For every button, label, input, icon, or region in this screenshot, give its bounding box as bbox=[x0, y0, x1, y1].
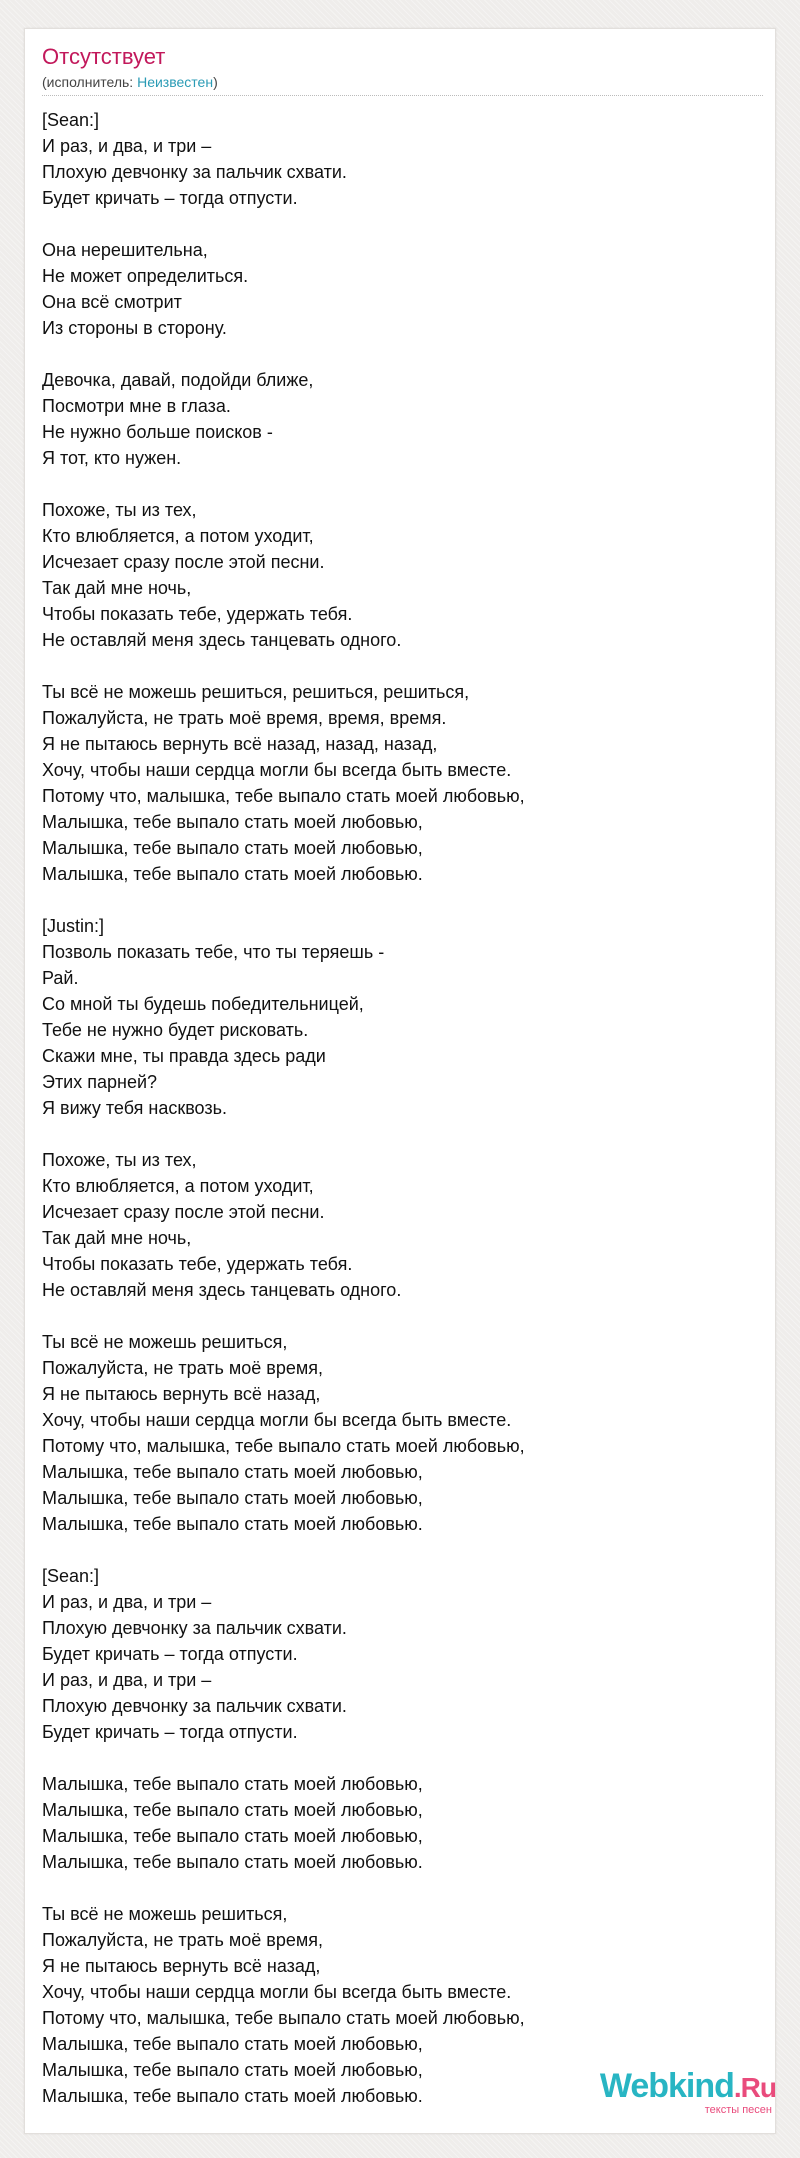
logo-suffix: .Ru bbox=[733, 2072, 776, 2103]
lyric-line: [Sean:] bbox=[42, 110, 100, 130]
lyric-line: Похоже, ты из тех, bbox=[42, 1150, 197, 1170]
lyric-line: И раз, и два, и три – bbox=[42, 1670, 212, 1690]
artist-line bbox=[42, 73, 218, 91]
lyric-line: Так дай мне ночь, bbox=[42, 1228, 192, 1248]
artist-link[interactable]: Неизвестен bbox=[137, 74, 214, 90]
lyric-line: Плохую девчонку за пальчик схвати. bbox=[42, 1696, 347, 1716]
lyric-line: Малышка, тебе выпало стать моей любовью. bbox=[42, 2086, 423, 2106]
lyrics-stanza bbox=[42, 1563, 742, 1745]
lyric-line: Пожалуйста, не трать моё время, bbox=[42, 1358, 323, 1378]
lyrics-stanza bbox=[42, 913, 742, 1121]
lyric-line: Скажи мне, ты правда здесь ради bbox=[42, 1046, 326, 1066]
lyric-line: Из стороны в сторону. bbox=[42, 318, 227, 338]
lyrics-stanza bbox=[42, 1329, 742, 1537]
lyrics-stanza bbox=[42, 237, 742, 341]
lyric-line: Пожалуйста, не трать моё время, bbox=[42, 1930, 323, 1950]
lyric-line: Малышка, тебе выпало стать моей любовью, bbox=[42, 838, 423, 858]
lyric-line: Будет кричать – тогда отпусти. bbox=[42, 188, 298, 208]
song-title: Отсутствует bbox=[42, 44, 166, 69]
lyric-line: Я не пытаюсь вернуть всё назад, bbox=[42, 1384, 321, 1404]
lyric-line: Рай. bbox=[42, 968, 79, 988]
lyrics-stanza bbox=[42, 497, 742, 653]
lyric-line: Она всё смотрит bbox=[42, 292, 182, 312]
lyric-line: Посмотри мне в глаза. bbox=[42, 396, 231, 416]
lyric-line: Ты всё не можешь решиться, решиться, решиться, bbox=[42, 682, 470, 702]
lyric-line: И раз, и два, и три – bbox=[42, 1592, 212, 1612]
lyric-line: Малышка, тебе выпало стать моей любовью, bbox=[42, 1800, 423, 1820]
lyric-line: Не нужно больше поисков - bbox=[42, 422, 273, 442]
lyrics-stanza bbox=[42, 679, 742, 887]
lyric-line: Хочу, чтобы наши сердца могли бы всегда быть вместе. bbox=[42, 1410, 512, 1430]
lyric-line: Малышка, тебе выпало стать моей любовью, bbox=[42, 1774, 423, 1794]
lyric-line: Она нерешительна, bbox=[42, 240, 208, 260]
lyric-line: Потому что, малышка, тебе выпало стать моей любовью, bbox=[42, 2008, 525, 2028]
lyric-line: Я не пытаюсь вернуть всё назад, bbox=[42, 1956, 321, 1976]
lyric-line: Я тот, кто нужен. bbox=[42, 448, 182, 468]
lyric-line: Тебе не нужно будет рисковать. bbox=[42, 1020, 309, 1040]
lyric-line: Малышка, тебе выпало стать моей любовью. bbox=[42, 864, 423, 884]
lyric-line: Малышка, тебе выпало стать моей любовью, bbox=[42, 2060, 423, 2080]
lyrics-stanza bbox=[42, 367, 742, 471]
lyric-line: Исчезает сразу после этой песни. bbox=[42, 552, 325, 572]
lyric-line: Плохую девчонку за пальчик схвати. bbox=[42, 162, 347, 182]
lyrics-body bbox=[42, 107, 742, 2135]
lyric-line: Малышка, тебе выпало стать моей любовью. bbox=[42, 1514, 423, 1534]
lyric-line: Малышка, тебе выпало стать моей любовью. bbox=[42, 1852, 423, 1872]
lyric-line: Ты всё не можешь решиться, bbox=[42, 1904, 288, 1924]
lyric-line: Девочка, давай, подойди ближе, bbox=[42, 370, 314, 390]
lyric-line: Я не пытаюсь вернуть всё назад, назад, назад, bbox=[42, 734, 438, 754]
lyric-line: Плохую девчонку за пальчик схвати. bbox=[42, 1618, 347, 1638]
lyric-line: Малышка, тебе выпало стать моей любовью, bbox=[42, 2034, 423, 2054]
lyric-line: Не может определиться. bbox=[42, 266, 249, 286]
lyrics-stanza bbox=[42, 1771, 742, 1875]
lyric-line: Исчезает сразу после этой песни. bbox=[42, 1202, 325, 1222]
lyric-line: Малышка, тебе выпало стать моей любовью, bbox=[42, 1826, 423, 1846]
lyric-line: Потому что, малышка, тебе выпало стать моей любовью, bbox=[42, 1436, 525, 1456]
divider bbox=[42, 95, 763, 96]
lyric-line: Кто влюбляется, а потом уходит, bbox=[42, 526, 314, 546]
lyric-line: [Justin:] bbox=[42, 916, 105, 936]
artist-prefix: (исполнитель: bbox=[42, 74, 138, 90]
logo-tagline: тексты песен bbox=[704, 2104, 772, 2116]
logo-main-text: Webkind bbox=[599, 2067, 734, 2105]
lyric-line: Ты всё не можешь решиться, bbox=[42, 1332, 288, 1352]
lyric-line: Со мной ты будешь победительницей, bbox=[42, 994, 364, 1014]
lyric-line: И раз, и два, и три – bbox=[42, 136, 212, 156]
lyric-line: Не оставляй меня здесь танцевать одного. bbox=[42, 630, 402, 650]
lyric-line: Чтобы показать тебе, удержать тебя. bbox=[42, 604, 353, 624]
lyric-line: Позволь показать тебе, что ты теряешь - bbox=[42, 942, 385, 962]
lyric-line: Я вижу тебя насквозь. bbox=[42, 1098, 228, 1118]
lyrics-stanza bbox=[42, 107, 742, 211]
lyric-line: Хочу, чтобы наши сердца могли бы всегда быть вместе. bbox=[42, 1982, 512, 2002]
lyric-line: Пожалуйста, не трать моё время, время, время. bbox=[42, 708, 447, 728]
lyric-line: Этих парней? bbox=[42, 1072, 158, 1092]
lyric-line: [Sean:] bbox=[42, 1566, 100, 1586]
lyric-line: Не оставляй меня здесь танцевать одного. bbox=[42, 1280, 402, 1300]
lyric-line: Похоже, ты из тех, bbox=[42, 500, 197, 520]
lyric-line: Хочу, чтобы наши сердца могли бы всегда быть вместе. bbox=[42, 760, 512, 780]
logo-wordmark bbox=[600, 2068, 776, 2106]
lyric-line: Будет кричать – тогда отпусти. bbox=[42, 1722, 298, 1742]
lyric-line: Чтобы показать тебе, удержать тебя. bbox=[42, 1254, 353, 1274]
lyrics-stanza bbox=[42, 1147, 742, 1303]
lyric-line: Потому что, малышка, тебе выпало стать моей любовью, bbox=[42, 786, 525, 806]
lyrics-card bbox=[24, 28, 776, 2134]
lyric-line: Малышка, тебе выпало стать моей любовью, bbox=[42, 1488, 423, 1508]
lyric-line: Будет кричать – тогда отпусти. bbox=[42, 1644, 298, 1664]
artist-suffix: ) bbox=[213, 74, 218, 90]
lyric-line: Так дай мне ночь, bbox=[42, 578, 192, 598]
site-logo[interactable] bbox=[600, 2068, 776, 2116]
lyric-line: Кто влюбляется, а потом уходит, bbox=[42, 1176, 314, 1196]
lyric-line: Малышка, тебе выпало стать моей любовью, bbox=[42, 812, 423, 832]
lyric-line: Малышка, тебе выпало стать моей любовью, bbox=[42, 1462, 423, 1482]
